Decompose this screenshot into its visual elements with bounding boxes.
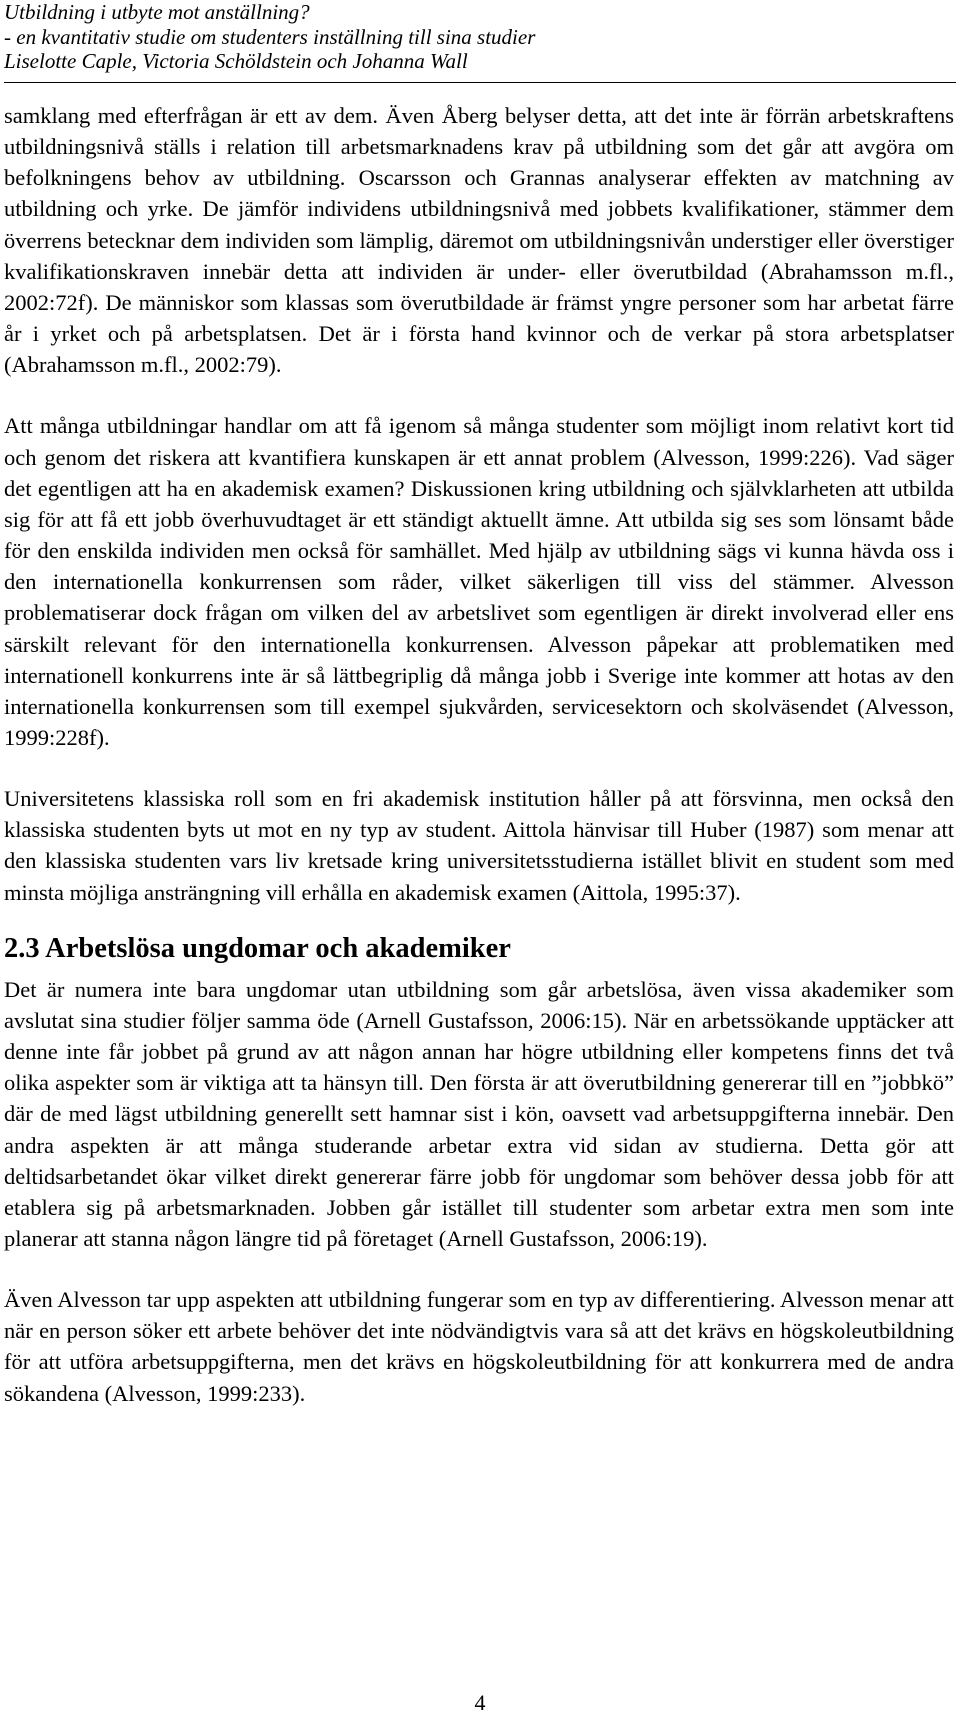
paragraph: Även Alvesson tar upp aspekten att utbildning fungerar som en typ av differentiering. Alvesson menar att när en person söker ett arbete behöver det inte nödvändigtvis vara så att det krävs en högskoleutbildning för att utföra arbetsuppgifterna, men det krävs en högskoleutbildning för att konkurrera med de andra sökandena (Alvesson, 1999:233). bbox=[4, 1287, 954, 1406]
paragraph: Det är numera inte bara ungdomar utan utbildning som går arbetslösa, även vissa akademiker som avslutat sina studier följer samma öde (Arnell Gustafsson, 2006:15). När en arbetssökande upptäcker att denne inte får jobbet på grund av att någon annan har högre utbildning eller kompetens finns det två olika aspekter som är viktiga att ta hänsyn till. Den första är att överutbildning genererar till en ”jobbkö” där de med lägst utbildning generellt sett hamnar sist i kön, oavsett vad arbetsuppgifterna innebär. Den andra aspekten är att många studerande arbetar extra vid sidan av studierna. Detta gör att deltidsarbetandet ökar vilket direkt genererar färre jobb för ungdomar som behöver dessa jobb för att etablera sig på arbetsmarknaden. Jobben går istället till studenter som arbetar extra men som inte planerar att stanna någon längre tid på företaget (Arnell Gustafsson, 2006:19). bbox=[4, 976, 954, 1251]
header-rule bbox=[4, 82, 956, 83]
header-subtitle: - en kvantitativ studie om studenters inställning till sina studier bbox=[4, 24, 536, 49]
paragraph: Universitetens klassiska roll som en fri akademisk institution håller på att försvinna, men också den klassiska studenten byts ut mot en ny typ av student. Aittola hänvisar till Huber (1987) som menar att den klassiska studenten vars liv kretsade kring universitetsstudierna istället blivit en student som med minsta möjliga ansträngning vill erhålla en akademisk examen (Aittola, 1995:37). bbox=[4, 786, 954, 905]
body-text bbox=[4, 100, 954, 1409]
header-authors: Liselotte Caple, Victoria Schöldstein och Johanna Wall bbox=[4, 49, 468, 73]
page-number: 4 bbox=[474, 1690, 486, 1715]
running-header bbox=[4, 0, 535, 74]
header-title: Utbildning i utbyte mot anställning? bbox=[4, 0, 310, 24]
section-heading: 2.3 Arbetslösa ungdomar och akademiker bbox=[4, 932, 511, 964]
paragraph: samklang med efterfrågan är ett av dem. Även Åberg belyser detta, att det inte är förrän arbetskraftens utbildningsnivå ställs i relation till arbetsmarknadens krav på utbildning som det går att avgöra om befolkningens behov av utbildning. Oscarsson och Grannas analyserar effekten av matchning av utbildning och yrke. De jämför individens utbildningsnivå med jobbets kvalifikationer, stämmer dem överrens betecknar dem individen som lämplig, däremot om utbildningsnivån understiger eller överstiger kvalifikationskraven innebär detta att individen är under- eller överutbildad (Abrahamsson m.fl., 2002:72f). De människor som klassas som överutbildade är främst yngre personer som har arbetat färre år i yrket och på arbetsplatsen. Det är i första hand kvinnor och de verkar på stora arbetsplatser (Abrahamsson m.fl., 2002:79). bbox=[4, 103, 954, 378]
paragraph: Att många utbildningar handlar om att få igenom så många studenter som möjligt inom relativt kort tid och genom det riskera att kvantifiera kunskapen är ett annat problem (Alvesson, 1999:226). Vad säger det egentligen att ha en akademisk examen? Diskussionen kring utbildning och självklarheten att utbilda sig för att få ett jobb överhuvudtaget är ett ständigt aktuellt ämne. Att utbilda sig ses som lönsamt både för den enskilda individen men också för samhället. Med hjälp av utbildning sägs vi kunna hävda oss i den internationella konkurrensen som råder, vilket säkerligen till viss del stämmer. Alvesson problematiserar dock frågan om vilken del av arbetslivet som egentligen är direkt involverad eller ens särskilt relevant för den internationella konkurrensen. Alvesson påpekar att problematiken med internationell konkurrens inte är så lättbegriplig då många jobb i Sverige inte kommer att hotas av den internationella konkurrensen som till exempel sjukvården, servicesektorn och skolväsendet (Alvesson, 1999:228f). bbox=[4, 413, 954, 750]
